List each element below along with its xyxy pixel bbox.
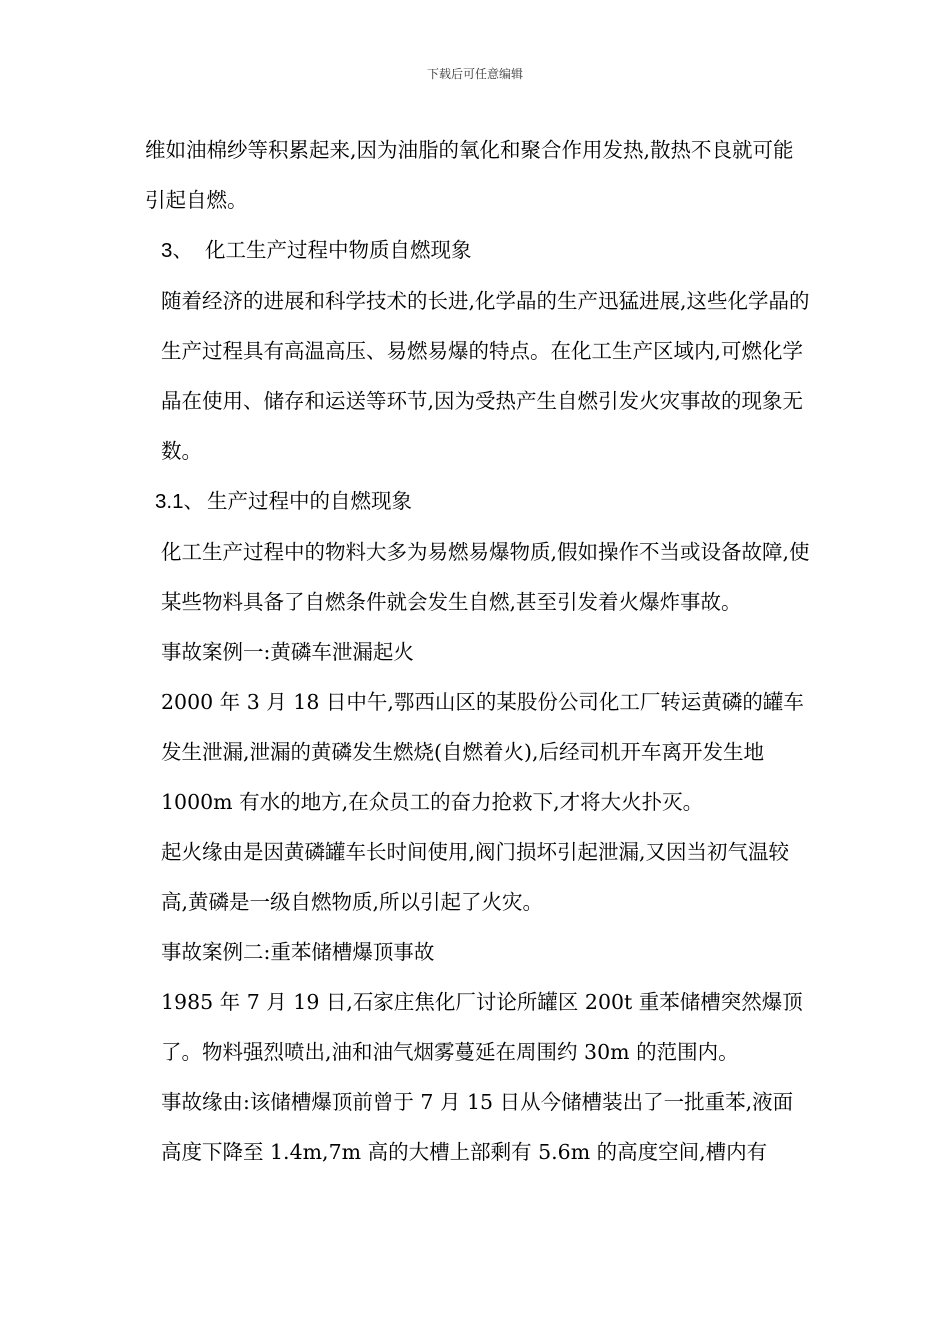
paragraph: 事故缘由:该储槽爆顶前曾于 7 月 15 日从今储槽装出了一批重苯,液面高度下降至 1.4m,7m 高的大槽上部剩有 5.6m 的高度空间,槽内有 — [161, 1090, 794, 1164]
paragraph: 起火缘由是因黄磷罐车长时间使用,阀门损坏引起泄漏,又因当初气温较高,黄磷是一级自燃物质,所以引起了火灾。 — [161, 840, 790, 914]
paragraph: 维如油棉纱等积累起来,因为油脂的氧化和聚合作用发热,散热不良就可能引起自燃。 — [145, 138, 794, 212]
page-header: 下载后可任意编辑 — [426, 67, 523, 81]
paragraph: 化工生产过程中的物料大多为易燃易爆物质,假如操作不当或设备故障,使某些物料具备了自燃条件就会发生自燃,甚至引发着火爆炸事故。 — [161, 540, 810, 614]
subsection-heading — [145, 476, 810, 527]
section-title: 化工生产过程中物质自燃现象 — [205, 238, 472, 262]
section-heading — [145, 225, 810, 276]
document-body — [145, 125, 810, 1177]
case-title: 事故案例一:黄磷车泄漏起火 — [161, 640, 414, 664]
section-title: 生产过程中的自燃现象 — [207, 489, 412, 513]
section-number: 3、 — [161, 239, 193, 262]
case-title: 事故案例二:重苯储槽爆顶事故 — [161, 940, 435, 964]
paragraph: 1985 年 7 月 19 日,石家庄焦化厂讨论所罐区 200t 重苯储槽突然爆顶了。物料强烈喷出,油和油气烟雾蔓延在周围约 30m 的范围内。 — [161, 990, 803, 1064]
paragraph: 2000 年 3 月 18 日中午,鄂西山区的某股份公司化工厂转运黄磷的罐车发生泄漏,泄漏的黄磷发生燃烧(自燃着火),后经司机开车离开发生地 1000m 有水的地方,在众员工的奋力抢救下,才将大火扑灭。 — [161, 690, 804, 814]
section-number: 3.1、 — [155, 490, 204, 513]
paragraph: 随着经济的进展和科学技术的长进,化学晶的生产迅猛进展,这些化学晶的生产过程具有高温高压、易燃易爆的特点。在化工生产区域内,可燃化学晶在使用、储存和运送等环节,因为受热产生自燃引发火灾事故的现象无数。 — [161, 289, 810, 463]
